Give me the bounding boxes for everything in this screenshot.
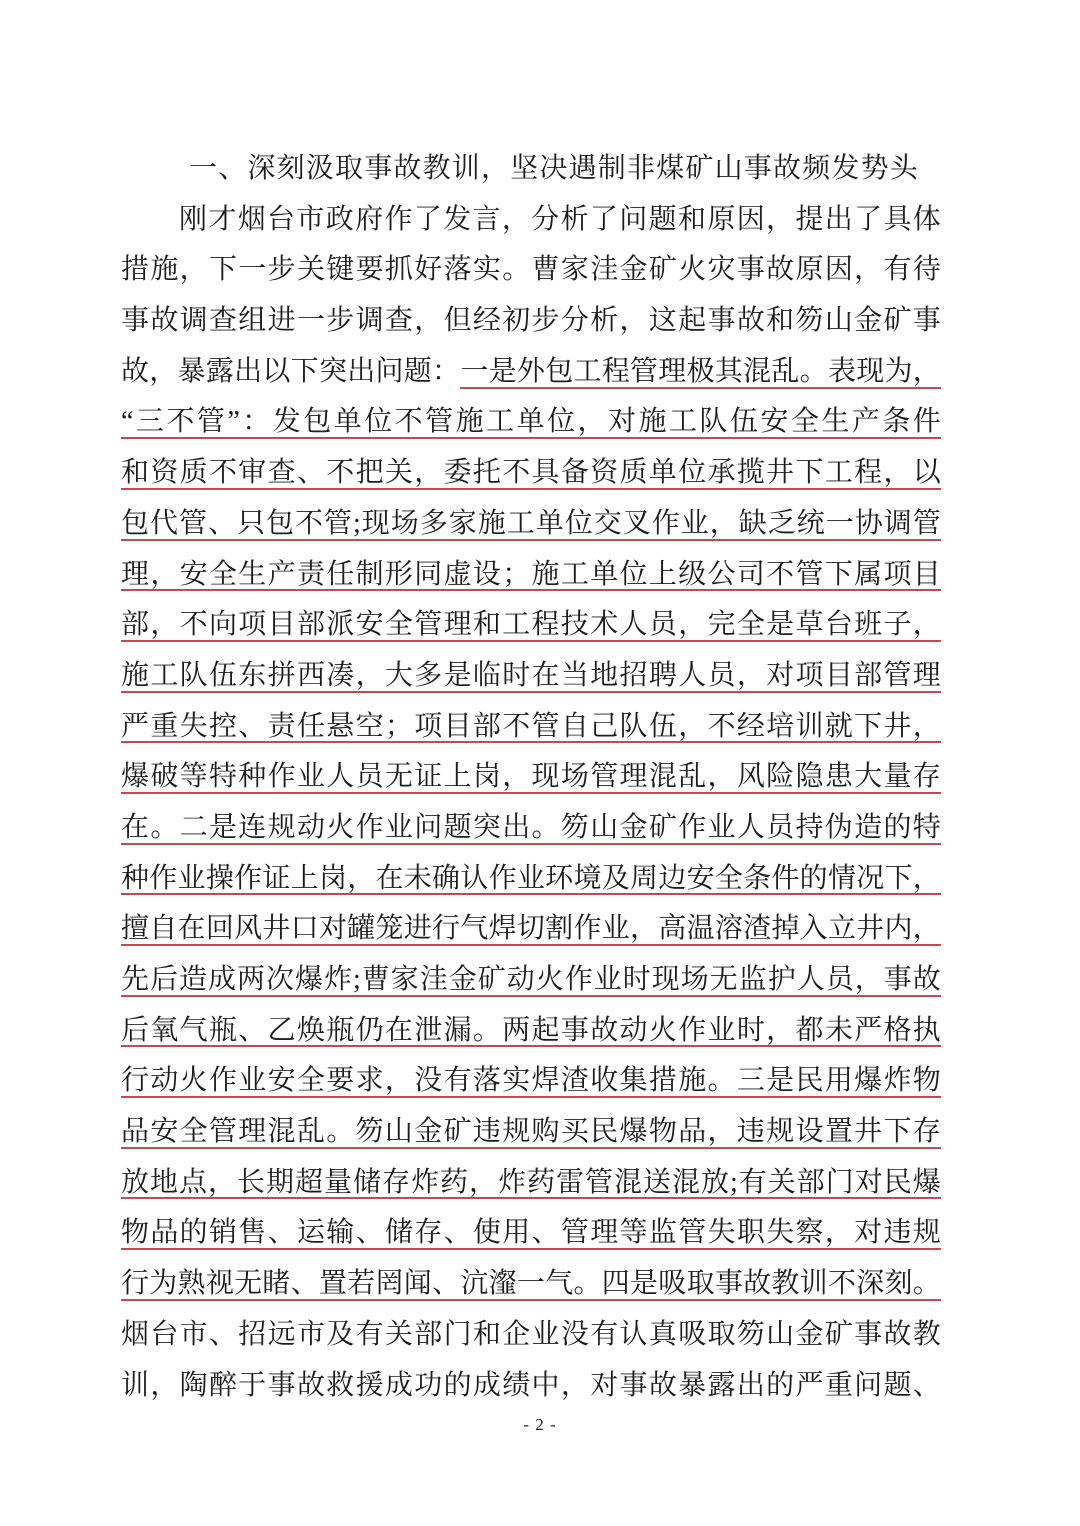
body-line [121,347,941,398]
body-line: 擅自在回风井口对罐笼进行气焊切割作业，高温溶渣掉入立井内， [121,904,941,955]
body-line: 严重失控、责任悬空；项目部不管自己队伍，不经培训就下井， [121,702,941,753]
body-line: 放地点，长期超量储存炸药，炸药雷管混送混放;有关部门对民爆 [121,1158,941,1209]
line-text-plain: 故，暴露出以下突出问题： [121,355,461,387]
body-line: 爆破等特种作业人员无证上岗，现场管理混乱，风险隐患大量存 [121,752,941,803]
body-line: 措施，下一步关键要抓好落实。曹家洼金矿火灾事故原因，有待 [121,254,941,286]
body-line: 行为熟视无睹、置若罔闻、沆瀣一气。四是吸取事故教训不深刻。 [121,1259,941,1310]
body-line: 理，安全生产责任制形同虚设；施工单位上级公司不管下属项目 [121,550,941,601]
body-line: 刚才烟台市政府作了发言，分析了问题和原因，提出了具体 [179,203,941,235]
body-line: 品安全管理混乱。笏山金矿违规购买民爆物品，违规设置井下存 [121,1107,941,1158]
page-number: - 2 - [523,1415,557,1434]
body-line: 事故调查组进一步调查，但经初步分析，这起事故和笏山金矿事 [121,305,941,337]
line-text-underlined: 一是外包工程管理极其混乱。表现为， [460,355,941,387]
body-line: 和资质不审查、不把关，委托不具备资质单位承揽井下工程，以 [121,448,941,499]
body-line: 部，不向项目部派安全管理和工程技术人员，完全是草台班子， [121,600,941,651]
body-line: 烟台市、招远市及有关部门和企业没有认真吸取笏山金矿事故教 [121,1318,941,1350]
body-line: 先后造成两次爆炸;曹家洼金矿动火作业时现场无监护人员，事故 [121,955,941,1006]
body-line: 在。二是连规动火作业问题突出。笏山金矿作业人员持伪造的特 [121,803,941,854]
body-line: 包代管、只包不管;现场多家施工单位交叉作业，缺乏统一协调管 [121,499,941,550]
body-line: “三不管”：发包单位不管施工单位，对施工队伍安全生产条件 [121,397,941,448]
body-line: 后氧气瓶、乙焕瓶仍在泄漏。两起事故动火作业时，都未严格执 [121,1006,941,1057]
text-block [121,144,941,1411]
section-heading: 一、深刻汲取事故教训，坚决遇制非煤矿山事故频发势头 [189,153,920,184]
body-line: 种作业操作证上岗，在未确认作业环境及周边安全条件的情况下， [121,854,941,905]
body-line: 物品的销售、运输、储存、使用、管理等监管失职失察，对违规 [121,1208,941,1259]
body-line: 施工队伍东拼西凑，大多是临时在当地招聘人员，对项目部管理 [121,651,941,702]
body-line: 行动火作业安全要求，没有落实焊渣收集措施。三是民用爆炸物 [121,1056,941,1107]
body-line: 训，陶醉于事故救援成功的成绩中，对事故暴露出的严重问题、 [121,1369,941,1401]
